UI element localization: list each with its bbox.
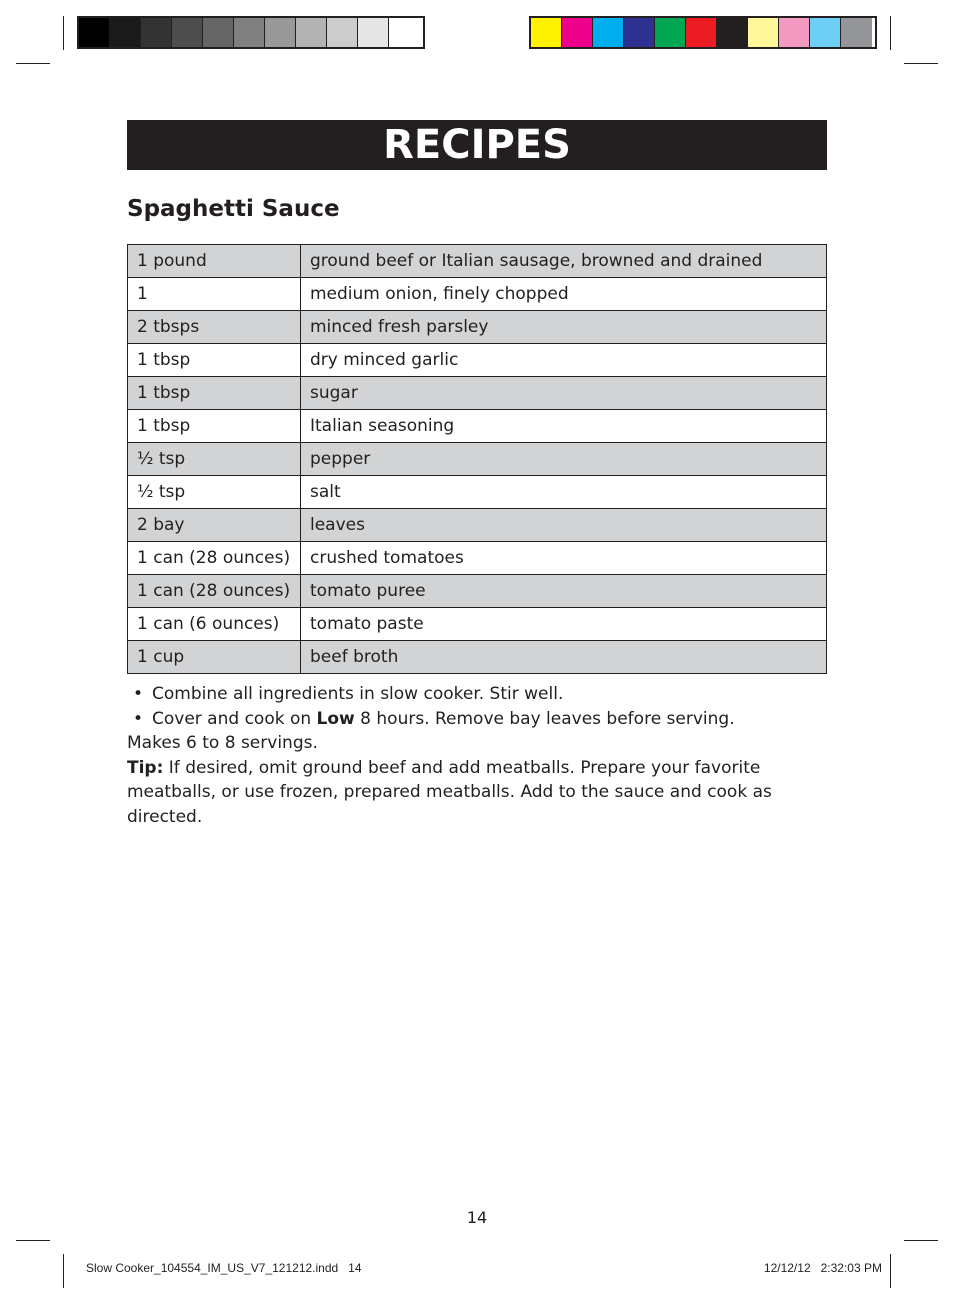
table-row [128, 245, 827, 278]
tip [127, 756, 832, 830]
color-swatch [234, 18, 265, 47]
color-swatch [748, 18, 779, 47]
color-swatch [717, 18, 748, 47]
color-swatch [531, 18, 562, 47]
ingredient-quantity: ½ tsp [128, 476, 301, 509]
table-row [128, 575, 827, 608]
low-setting: Low [316, 708, 355, 729]
table-row [128, 542, 827, 575]
ingredient-quantity: 1 can (28 ounces) [128, 575, 301, 608]
tip-label: Tip: [127, 757, 164, 778]
color-swatch [624, 18, 655, 47]
table-row [128, 410, 827, 443]
ingredient-quantity: 1 can (28 ounces) [128, 542, 301, 575]
table-row [128, 509, 827, 542]
crop-mark [16, 63, 50, 64]
ingredient-item: medium onion, finely chopped [301, 278, 827, 311]
ingredient-quantity: 1 tbsp [128, 410, 301, 443]
instruction-step: • Cover and cook on Low 8 hours. Remove bay leaves before serving. [133, 708, 735, 729]
color-swatch [172, 18, 203, 47]
color-swatch [110, 18, 141, 47]
color-swatch [296, 18, 327, 47]
color-swatch [562, 18, 593, 47]
ingredient-item: beef broth [301, 641, 827, 674]
servings: Makes 6 to 8 servings. [127, 733, 318, 753]
ingredient-item: minced fresh parsley [301, 311, 827, 344]
color-swatch [841, 18, 872, 47]
color-swatch [779, 18, 810, 47]
color-swatch [141, 18, 172, 47]
table-row [128, 278, 827, 311]
ingredient-item: dry minced garlic [301, 344, 827, 377]
ingredient-quantity: 1 tbsp [128, 377, 301, 410]
page-number: 14 [466, 1208, 488, 1227]
table-row [128, 377, 827, 410]
ingredient-quantity: 1 tbsp [128, 344, 301, 377]
ingredient-item: sugar [301, 377, 827, 410]
ingredient-item: salt [301, 476, 827, 509]
color-swatch [203, 18, 234, 47]
ingredient-quantity: 1 [128, 278, 301, 311]
ingredient-item: crushed tomatoes [301, 542, 827, 575]
crop-mark [904, 63, 938, 64]
crop-mark [890, 16, 891, 50]
color-swatch [593, 18, 624, 47]
crop-mark [63, 1254, 64, 1288]
color-swatch [358, 18, 389, 47]
color-swatch [327, 18, 358, 47]
ingredient-item: Italian seasoning [301, 410, 827, 443]
color-swatch [810, 18, 841, 47]
crop-mark [904, 1240, 938, 1241]
table-row [128, 608, 827, 641]
color-swatch [79, 18, 110, 47]
color-swatch [389, 18, 420, 47]
ingredient-item: ground beef or Italian sausage, browned and drained [301, 245, 827, 278]
color-swatch [686, 18, 717, 47]
date-slug: 12/12/12 2:32:03 PM [763, 1261, 882, 1275]
instructions [127, 682, 832, 829]
table-row [128, 311, 827, 344]
file-slug: Slow Cooker_104554_IM_US_V7_121212.indd 14 [86, 1261, 362, 1275]
table-row [128, 641, 827, 674]
crop-mark [16, 1240, 50, 1241]
table-row [128, 443, 827, 476]
ingredient-quantity: ½ tsp [128, 443, 301, 476]
ingredients-table [127, 244, 827, 674]
ingredient-quantity: 2 bay [128, 509, 301, 542]
color-swatch [655, 18, 686, 47]
table-row [128, 476, 827, 509]
color-swatch [265, 18, 296, 47]
crop-mark [890, 1254, 891, 1288]
recipe-title: Spaghetti Sauce [127, 196, 340, 222]
ingredient-quantity: 1 pound [128, 245, 301, 278]
color-bar [529, 16, 877, 49]
recipes-banner: RECIPES [127, 120, 827, 170]
ingredient-item: tomato paste [301, 608, 827, 641]
table-row [128, 344, 827, 377]
ingredient-item: pepper [301, 443, 827, 476]
ingredient-item: tomato puree [301, 575, 827, 608]
grayscale-bar [77, 16, 425, 49]
ingredient-quantity: 1 cup [128, 641, 301, 674]
ingredient-item: leaves [301, 509, 827, 542]
ingredient-quantity: 2 tbsps [128, 311, 301, 344]
tip-text: If desired, omit ground beef and add meatballs. Prepare your favorite meatballs, or use frozen, prepared meatballs. Add to the sauce and cook as directed. [127, 757, 772, 827]
instruction-step: • Combine all ingredients in slow cooker. Stir well. [133, 684, 564, 704]
crop-mark [63, 16, 64, 50]
ingredient-quantity: 1 can (6 ounces) [128, 608, 301, 641]
